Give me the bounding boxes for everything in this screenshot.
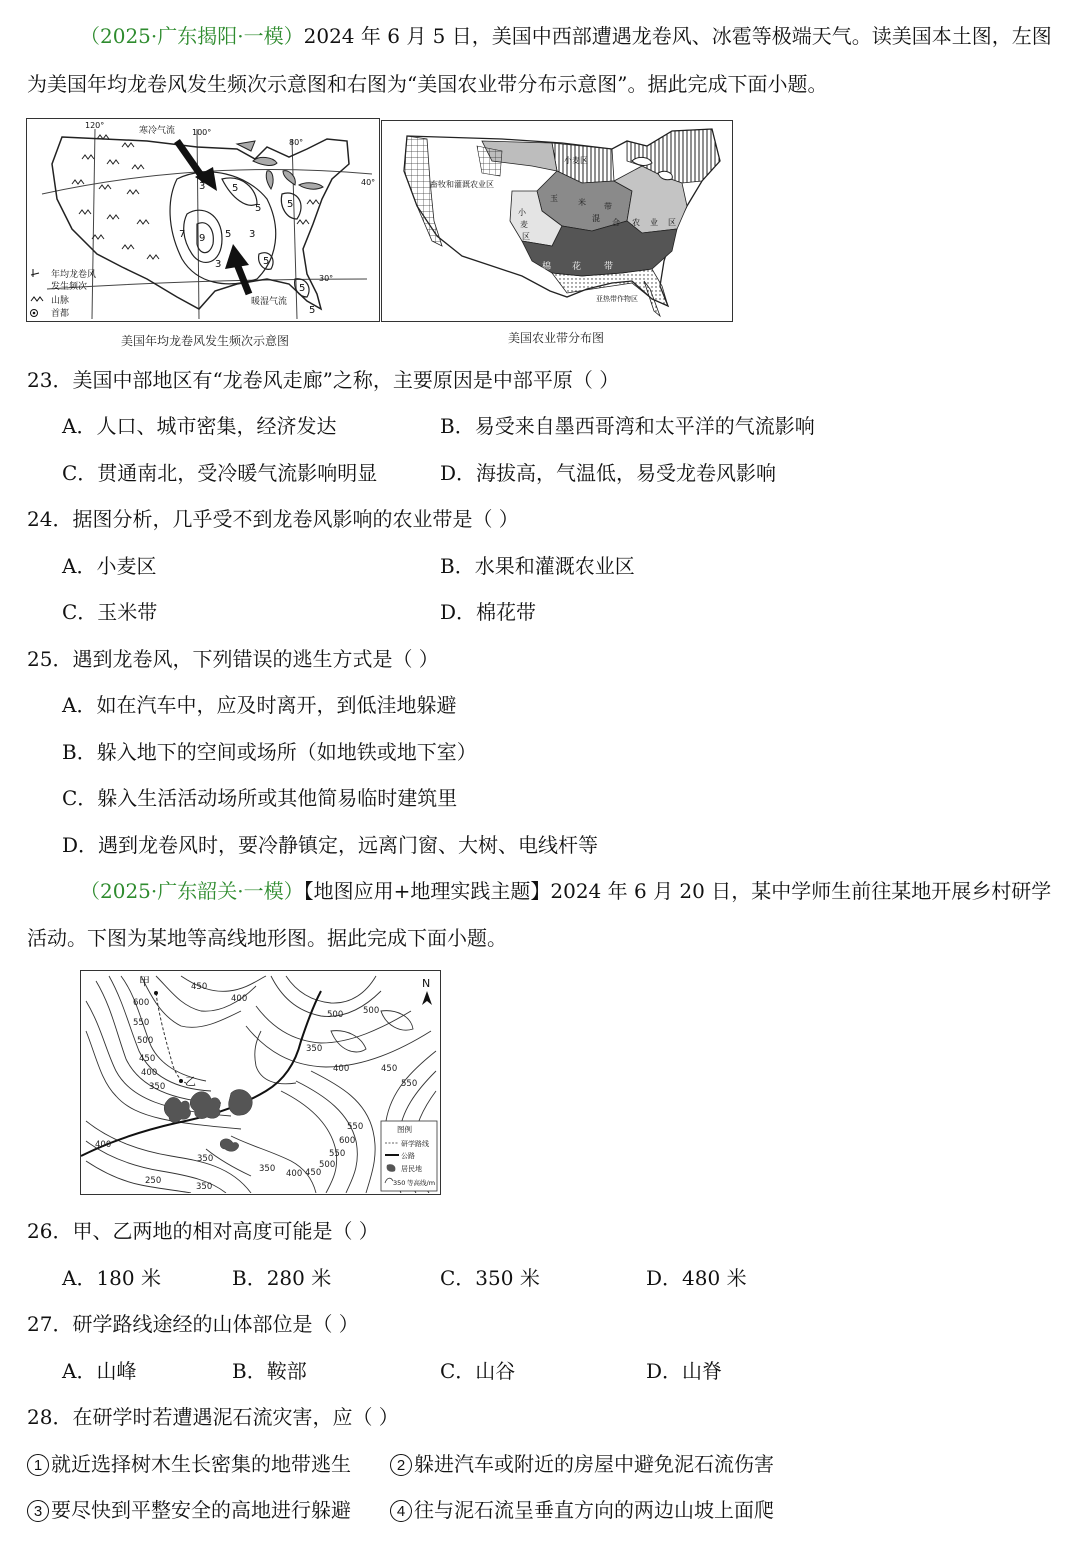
elevation-label: 600	[339, 1136, 356, 1146]
lon-80-label: 80°	[289, 138, 304, 147]
label-mixed-3: 农	[632, 218, 640, 227]
circled-number: 3	[27, 1500, 49, 1522]
q27-option-d[interactable]: D．山脊	[646, 1359, 723, 1383]
q23-stem: 23．美国中部地区有“龙卷风走廊”之称，主要原因是中部平原（ ）	[27, 368, 620, 392]
contour-value: 3	[199, 181, 206, 192]
elevation-label: 600	[133, 998, 150, 1008]
label-wheat-2: 麦	[520, 220, 528, 229]
q23-option-b[interactable]: B．易受来自墨西哥湾和太平洋的气流影响	[440, 414, 815, 438]
q23-option-c[interactable]: C．贯通南北，受冷暖气流影响明显	[62, 461, 378, 485]
elevation-label: 500	[319, 1160, 336, 1170]
label-wheat-3: 区	[522, 232, 530, 241]
elevation-label: 450	[139, 1054, 156, 1064]
q26-option-d[interactable]: D．480 米	[646, 1266, 747, 1290]
q28-stem: 28．在研学时若遭遇泥石流灾害，应（ ）	[27, 1405, 399, 1429]
label-wheat-1: 小	[518, 208, 526, 217]
contour-value: 5	[263, 256, 270, 267]
legend-contour-value: 350	[393, 1179, 406, 1187]
lon-120-label: 120°	[85, 121, 105, 130]
contour-value: 7	[179, 229, 186, 240]
elevation-label: 550	[347, 1122, 364, 1132]
elevation-label: 500	[137, 1036, 154, 1046]
q25-option-a[interactable]: A．如在汽车中，应及时离开，到低洼地躲避	[62, 693, 457, 717]
q27-option-c[interactable]: C．山谷	[440, 1359, 516, 1383]
legend-capital: 首都	[51, 309, 70, 319]
warm-air-label: 暖湿气流	[251, 297, 288, 307]
section2-source: （2025·广东韶关·一模）	[80, 879, 304, 903]
q28-option-4[interactable]: 4 往与泥石流呈垂直方向的两边山坡上面爬	[390, 1496, 774, 1524]
label-corn-2: 米	[578, 198, 586, 207]
contour-value: 5	[299, 283, 306, 294]
label-subtropical: 亚热带作物区	[596, 295, 638, 303]
elevation-label: 500	[327, 1010, 344, 1020]
contour-value: 9	[199, 233, 206, 244]
svg-text:N: N	[422, 977, 431, 990]
elevation-label: 400	[95, 1140, 112, 1150]
legend-freq-line2: 发生频次	[51, 282, 88, 292]
contour-topographic-map	[80, 970, 441, 1195]
legend-road: 公路	[401, 1152, 415, 1160]
contour-value: 5	[232, 183, 239, 194]
contour-value: 5	[309, 305, 316, 316]
q28-option-1[interactable]: 1 就近选择树木生长密集的地带逃生	[27, 1450, 351, 1478]
elevation-label: 350	[149, 1082, 166, 1092]
elevation-label: 350	[196, 1182, 213, 1192]
q27-option-b[interactable]: B．鞍部	[232, 1359, 307, 1383]
q28-option-3[interactable]: 3 要尽快到平整安全的高地进行躲避	[27, 1496, 351, 1524]
label-ranch: 畜牧和灌溉农业区	[430, 180, 494, 189]
point-jia-label: 甲	[139, 975, 150, 988]
elevation-label: 400	[231, 994, 248, 1004]
legend-freq-line1: 年均龙卷风	[51, 270, 97, 280]
label-cotton-3: 带	[604, 262, 614, 272]
elevation-label: 450	[305, 1168, 322, 1178]
label-mixed-2: 合	[612, 218, 620, 227]
section1-intro-line2: 为美国年均龙卷风发生频次示意图和右图为“美国农业带分布示意图”。据此完成下面小题。	[27, 72, 828, 96]
elevation-label: 350	[306, 1044, 323, 1054]
elevation-label: 350	[197, 1154, 214, 1164]
q24-option-b[interactable]: B．水果和灌溉农业区	[440, 554, 635, 578]
contour-value: 3	[249, 229, 256, 240]
label-cotton-1: 棉	[542, 262, 552, 272]
q25-option-c[interactable]: C．躲入生活活动场所或其他简易临时建筑里	[62, 786, 458, 810]
q23-option-d[interactable]: D．海拔高，气温低，易受龙卷风影响	[440, 461, 777, 485]
elevation-label: 550	[133, 1018, 150, 1028]
section2-intro-line2: 活动。下图为某地等高线地形图。据此完成下面小题。	[27, 926, 507, 950]
elevation-label: 250	[145, 1176, 162, 1186]
label-mixed-4: 业	[650, 218, 658, 227]
section2-intro-line1: （2025·广东韶关·一模）【地图应用+地理实践主题】2024 年 6 月 20 日，某中学师生前往某地开展乡村研学	[80, 879, 1052, 903]
q24-option-c[interactable]: C．玉米带	[62, 600, 158, 624]
lat-40-label: 40°	[361, 178, 376, 187]
legend-route: 研学路线	[401, 1140, 429, 1148]
label-mixed-5: 区	[668, 218, 676, 227]
point-yi-label: 乙	[185, 1075, 196, 1088]
agriculture-belt-map	[381, 120, 733, 322]
q23-option-a[interactable]: A．人口、城市密集，经济发达	[62, 414, 337, 438]
q26-option-c[interactable]: C．350 米	[440, 1266, 540, 1290]
q25-option-b[interactable]: B．躲入地下的空间或场所（如地铁或地下室）	[62, 740, 477, 764]
tornado-map-caption: 美国年均龙卷风发生频次示意图	[121, 334, 290, 348]
q26-option-b[interactable]: B．280 米	[232, 1266, 332, 1290]
lat-30-label: 30°	[319, 274, 334, 283]
elevation-label: 550	[329, 1149, 346, 1159]
circled-number: 1	[27, 1454, 49, 1476]
agriculture-map-caption: 美国农业带分布图	[508, 331, 605, 345]
section1-source: （2025·广东揭阳·一模）	[80, 24, 304, 48]
q25-option-d[interactable]: D．遇到龙卷风时，要冷静镇定，远离门窗、大树、电线杆等	[62, 833, 599, 857]
q26-option-a[interactable]: A．180 米	[62, 1266, 161, 1290]
elevation-label: 400	[286, 1169, 303, 1179]
elevation-label: 450	[191, 982, 208, 992]
tornado-frequency-map	[26, 118, 380, 322]
contour-value: 5	[225, 229, 232, 240]
legend-mountain: 山脉	[51, 296, 70, 306]
legend-residence: 居民地	[401, 1165, 422, 1173]
q27-option-a[interactable]: A．山峰	[62, 1359, 137, 1383]
q27-stem: 27．研学路线途经的山体部位是（ ）	[27, 1312, 359, 1336]
q25-stem: 25．遇到龙卷风，下列错误的逃生方式是（ ）	[27, 647, 439, 671]
q24-stem: 24．据图分析，几乎受不到龙卷风影响的农业带是（ ）	[27, 507, 519, 531]
cold-air-label: 寒冷气流	[139, 126, 176, 136]
svg-text:图例: 图例	[397, 1125, 412, 1134]
lon-100-label: 100°	[192, 128, 212, 137]
label-corn-1: 玉	[550, 194, 558, 203]
elevation-label: 400	[141, 1068, 158, 1078]
q26-stem: 26．甲、乙两地的相对高度可能是（ ）	[27, 1219, 379, 1243]
elevation-label: 550	[401, 1079, 418, 1089]
elevation-label: 350	[259, 1164, 276, 1174]
section1-intro-line1: （2025·广东揭阳·一模）2024 年 6 月 5 日，美国中西部遭遇龙卷风、冰雹等极端天气。读美国本土图，左图	[80, 24, 1052, 48]
elevation-label: 400	[333, 1064, 350, 1074]
legend-contour: 等高线/m	[407, 1179, 436, 1187]
contour-value: 5	[287, 199, 294, 210]
elevation-label: 450	[381, 1064, 398, 1074]
label-corn-3: 带	[604, 202, 612, 211]
elevation-label: 500	[363, 1006, 380, 1016]
circled-number: 2	[390, 1454, 412, 1476]
contour-value: 5	[255, 203, 262, 214]
label-wheat-top: 小麦区	[564, 156, 588, 165]
q24-option-d[interactable]: D．棉花带	[440, 600, 537, 624]
north-arrow-icon	[422, 977, 432, 1005]
circled-number: 4	[390, 1500, 412, 1522]
q28-option-2[interactable]: 2 躲进汽车或附近的房屋中避免泥石流伤害	[390, 1450, 774, 1478]
label-cotton-2: 花	[572, 262, 582, 272]
contour-value: 3	[215, 259, 222, 270]
q24-option-a[interactable]: A．小麦区	[62, 554, 157, 578]
label-mixed-1: 混	[592, 214, 600, 223]
map-legend	[381, 1121, 437, 1191]
